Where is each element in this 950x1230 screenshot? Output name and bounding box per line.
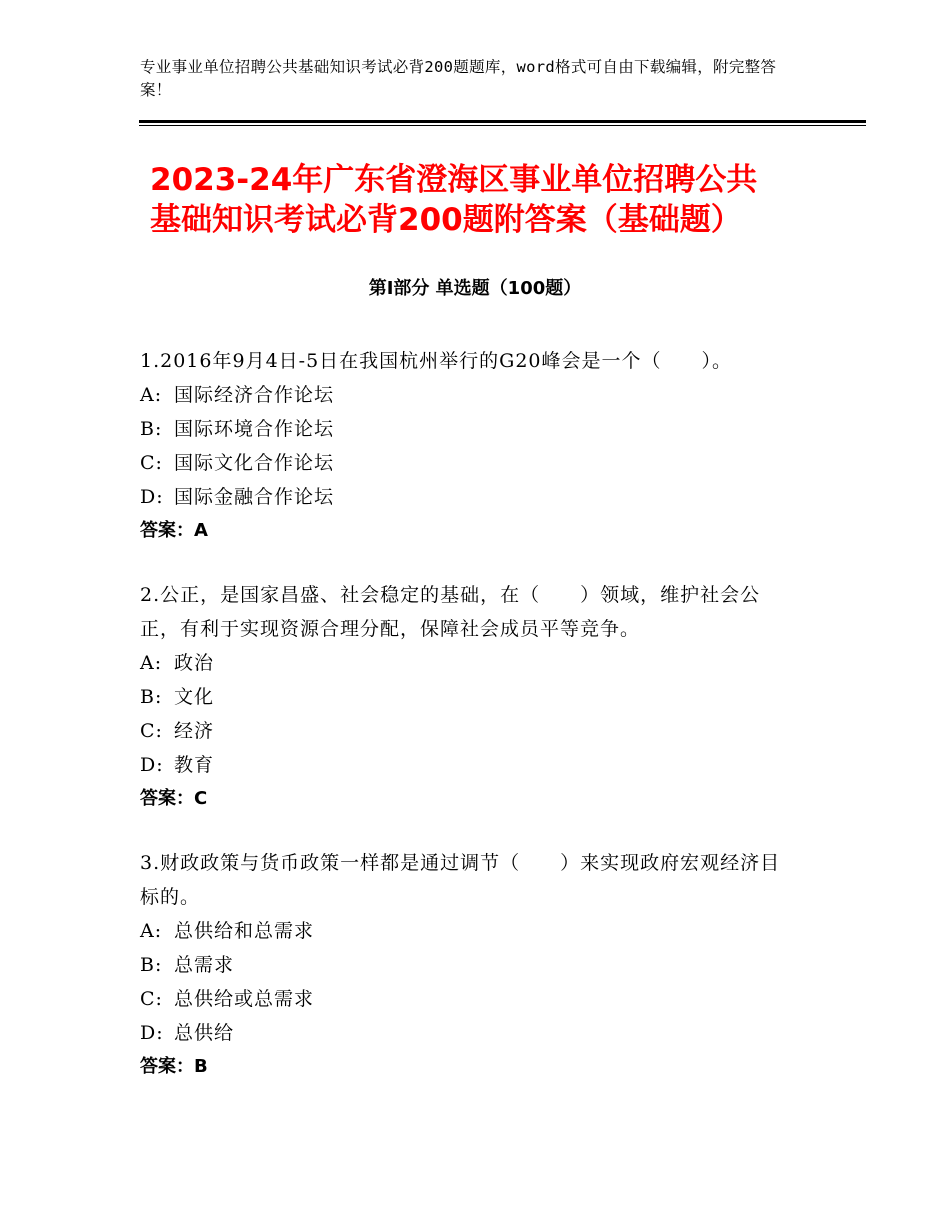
option-text: 总供给 [174, 1022, 235, 1044]
header-rule-thick [139, 120, 866, 123]
option-text: 文化 [174, 686, 215, 708]
question-list [140, 344, 800, 1114]
option-letter: B: [140, 686, 163, 708]
question-stem: 2.公正，是国家昌盛、社会稳定的基础，在（ ）领域，维护社会公正，有利于实现资源合理分配，保障社会成员平等竞争。 [140, 584, 761, 640]
option-a [140, 378, 800, 412]
option-c [140, 714, 800, 748]
header-rule-thin [139, 125, 866, 126]
option-text: 国际环境合作论坛 [174, 418, 335, 440]
option-text: 教育 [174, 754, 215, 776]
option-letter: C: [140, 452, 163, 474]
document-title-line-2: 基础知识考试必背200题附答案（基础题） [150, 202, 742, 238]
option-text: 总供给或总需求 [174, 988, 315, 1010]
option-letter: A: [140, 652, 163, 674]
option-text: 国际金融合作论坛 [174, 486, 335, 508]
option-text: 总供给和总需求 [174, 920, 315, 942]
option-text: 政治 [174, 652, 215, 674]
option-a [140, 914, 800, 948]
document-title [150, 160, 810, 240]
option-letter: A: [140, 384, 163, 406]
question-stem: 3.财政政策与货币政策一样都是通过调节（ ）来实现政府宏观经济目标的。 [140, 852, 781, 908]
option-letter: D: [140, 754, 164, 776]
question-2 [140, 578, 800, 816]
option-c [140, 446, 800, 480]
option-letter: A: [140, 920, 163, 942]
option-letter: C: [140, 988, 163, 1010]
answer-line: 答案：C [140, 788, 208, 809]
option-b [140, 948, 800, 982]
option-text: 国际文化合作论坛 [174, 452, 335, 474]
question-stem: 1.2016年9月4日-5日在我国杭州举行的G20峰会是一个（ ）。 [140, 350, 733, 372]
option-letter: C: [140, 720, 163, 742]
option-text: 总需求 [174, 954, 235, 976]
option-letter: B: [140, 418, 163, 440]
option-text: 国际经济合作论坛 [174, 384, 335, 406]
option-letter: D: [140, 1022, 164, 1044]
section-heading: 第Ⅰ部分 单选题（100题） [368, 278, 582, 299]
option-d [140, 1016, 800, 1050]
question-3 [140, 846, 800, 1084]
option-d [140, 480, 800, 514]
option-b [140, 680, 800, 714]
option-letter: B: [140, 954, 163, 976]
answer-line: 答案：A [140, 520, 208, 541]
option-a [140, 646, 800, 680]
option-d [140, 748, 800, 782]
option-letter: D: [140, 486, 164, 508]
header-note: 专业事业单位招聘公共基础知识考试必背200题题库，word格式可自由下载编辑，附完整答案！ [140, 58, 777, 99]
document-title-line-1: 2023-24年广东省澄海区事业单位招聘公共 [150, 162, 758, 198]
option-c [140, 982, 800, 1016]
answer-line: 答案：B [140, 1056, 208, 1077]
question-1 [140, 344, 800, 548]
option-b [140, 412, 800, 446]
option-text: 经济 [174, 720, 215, 742]
